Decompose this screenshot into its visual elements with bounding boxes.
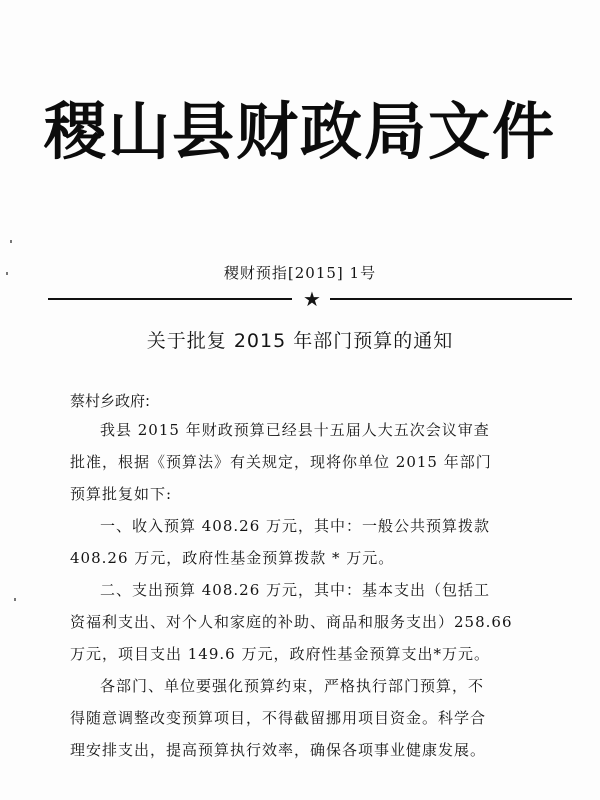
paragraph-line: 我县 2015 年财政预算已经县十五届人大五次会议审查 (100, 421, 490, 439)
paragraph-line: 理安排支出，提高预算执行效率，确保各项事业健康发展。 (70, 741, 487, 759)
paragraph-line: 万元，项目支出 149.6 万元，政府性基金预算支出*万元。 (70, 645, 490, 663)
paragraph-line: 二、支出预算 408.26 万元，其中：基本支出（包括工 (100, 581, 491, 599)
paragraph-line: 408.26 万元，政府性基金预算拨款 * 万元。 (70, 549, 395, 567)
paragraph-line: 一、收入预算 408.26 万元，其中：一般公共预算拨款 (100, 517, 491, 535)
paragraph-line: 资福利支出、对个人和家庭的补助、商品和服务支出）258.66 (70, 613, 513, 631)
divider-line-right (330, 298, 572, 300)
body-paragraph-income (70, 510, 548, 574)
document-header-title: 稷山县财政局文件 (43, 95, 556, 168)
body-paragraph-expenditure (70, 574, 548, 670)
paragraph-line: 各部门、单位要强化预算约束，严格执行部门预算，不 (100, 677, 485, 695)
document-number: 稷财预指[2015] 1号 (223, 264, 377, 282)
addressee: 蔡村乡政府: (70, 392, 151, 410)
notice-title: 关于批复 2015 年部门预算的通知 (146, 330, 454, 352)
paragraph-line: 预算批复如下: (70, 485, 173, 503)
scan-speck (6, 272, 8, 275)
scan-speck (14, 598, 16, 601)
scan-speck (10, 240, 12, 243)
paragraph-line: 得随意调整改变预算项目，不得截留挪用项目资金。科学合 (70, 709, 487, 727)
body-paragraph-requirements (70, 670, 548, 766)
divider-line-left (48, 298, 292, 300)
paragraph-line: 批准，根据《预算法》有关规定，现将你单位 2015 年部门 (70, 453, 492, 471)
star-icon: ★ (303, 287, 321, 311)
body-paragraph-1 (70, 414, 548, 510)
